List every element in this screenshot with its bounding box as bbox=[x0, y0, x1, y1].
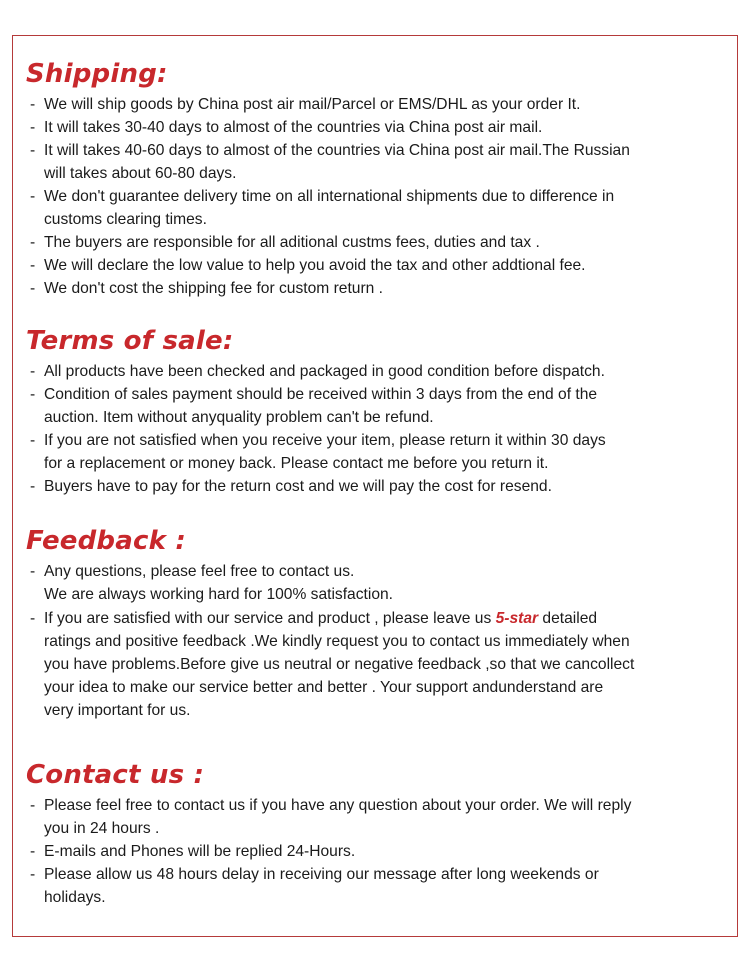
item-line: your idea to make our service better and better . Your support andunderstand are bbox=[44, 679, 604, 696]
item-line: for a replacement or money back. Please contact me before you return it. bbox=[44, 455, 549, 472]
list-item bbox=[0, 840, 750, 863]
contact-section bbox=[0, 759, 750, 909]
feedback-section bbox=[0, 525, 750, 722]
item-line: It will takes 30-40 days to almost of the countries via China post air mail. bbox=[44, 119, 543, 136]
terms-heading: Terms of sale: bbox=[26, 326, 234, 356]
bullet-dash: - bbox=[30, 96, 36, 113]
item-line: you in 24 hours . bbox=[44, 820, 160, 837]
item-text: If you are satisfied with our service and product , please leave us bbox=[44, 610, 496, 627]
item-line: If you are not satisfied when you receive your item, please return it within 30 days bbox=[44, 432, 606, 449]
list-item bbox=[0, 383, 750, 429]
shipping-section bbox=[0, 58, 750, 300]
bullet-dash: - bbox=[30, 188, 36, 205]
bullet-dash: - bbox=[30, 478, 36, 495]
five-star-highlight: 5-star bbox=[495, 610, 539, 627]
item-line: E-mails and Phones will be replied 24-Hours. bbox=[44, 843, 356, 860]
shipping-list bbox=[0, 93, 750, 300]
bullet-dash: - bbox=[30, 257, 36, 274]
item-line: We will ship goods by China post air mail/Parcel or EMS/DHL as your order It. bbox=[44, 96, 581, 113]
list-item bbox=[0, 863, 750, 909]
bullet-dash: - bbox=[30, 797, 36, 814]
bullet-dash: - bbox=[30, 280, 36, 297]
item-line: We will declare the low value to help you avoid the tax and other addtional fee. bbox=[44, 257, 586, 274]
item-line: It will takes 40-60 days to almost of the countries via China post air mail.The Russian bbox=[44, 142, 630, 159]
list-item bbox=[0, 277, 750, 300]
bullet-dash: - bbox=[30, 866, 36, 883]
shipping-heading: Shipping: bbox=[26, 59, 168, 89]
bullet-dash: - bbox=[30, 386, 36, 403]
item-line bbox=[44, 607, 736, 630]
bullet-dash: - bbox=[30, 610, 36, 627]
bullet-dash: - bbox=[30, 363, 36, 380]
feedback-list bbox=[0, 560, 750, 722]
item-line: ratings and positive feedback .We kindly request you to contact us immediately when bbox=[44, 633, 630, 650]
terms-section bbox=[0, 325, 750, 498]
contact-heading: Contact us : bbox=[26, 760, 205, 790]
list-item bbox=[0, 429, 750, 475]
bullet-dash: - bbox=[30, 119, 36, 136]
bullet-dash: - bbox=[30, 563, 36, 580]
item-line: All products have been checked and packaged in good condition before dispatch. bbox=[44, 363, 605, 380]
contact-list bbox=[0, 794, 750, 909]
item-line: We don't guarantee delivery time on all international shipments due to difference in bbox=[44, 188, 615, 205]
item-line: will takes about 60-80 days. bbox=[44, 165, 237, 182]
list-item bbox=[0, 607, 750, 722]
list-item bbox=[0, 116, 750, 139]
feedback-heading: Feedback : bbox=[26, 526, 186, 556]
item-line: auction. Item without anyquality problem can't be refund. bbox=[44, 409, 434, 426]
terms-list bbox=[0, 360, 750, 498]
list-item bbox=[0, 185, 750, 231]
list-item bbox=[0, 231, 750, 254]
item-line: Buyers have to pay for the return cost and we will pay the cost for resend. bbox=[44, 478, 552, 495]
item-line: Please feel free to contact us if you have any question about your order. We will reply bbox=[44, 797, 632, 814]
list-item bbox=[0, 360, 750, 383]
bullet-dash: - bbox=[30, 234, 36, 251]
item-line: Condition of sales payment should be received within 3 days from the end of the bbox=[44, 386, 598, 403]
list-item bbox=[0, 139, 750, 185]
item-line: holidays. bbox=[44, 889, 106, 906]
item-line: very important for us. bbox=[44, 702, 191, 719]
bullet-dash: - bbox=[30, 843, 36, 860]
item-line: The buyers are responsible for all aditional custms fees, duties and tax . bbox=[44, 234, 540, 251]
bullet-dash: - bbox=[30, 142, 36, 159]
list-item bbox=[0, 475, 750, 498]
item-line: We don't cost the shipping fee for custom return . bbox=[44, 280, 383, 297]
item-line: you have problems.Before give us neutral or negative feedback ,so that we cancollect bbox=[44, 656, 635, 673]
list-item bbox=[0, 254, 750, 277]
list-item bbox=[0, 560, 750, 606]
item-line: customs clearing times. bbox=[44, 211, 207, 228]
item-text: detailed bbox=[538, 610, 598, 627]
item-line: Please allow us 48 hours delay in receiving our message after long weekends or bbox=[44, 866, 599, 883]
bullet-dash: - bbox=[30, 432, 36, 449]
item-line: Any questions, please feel free to contact us. bbox=[44, 563, 355, 580]
list-item bbox=[0, 93, 750, 116]
list-item bbox=[0, 794, 750, 840]
item-line: We are always working hard for 100% satisfaction. bbox=[44, 586, 394, 603]
